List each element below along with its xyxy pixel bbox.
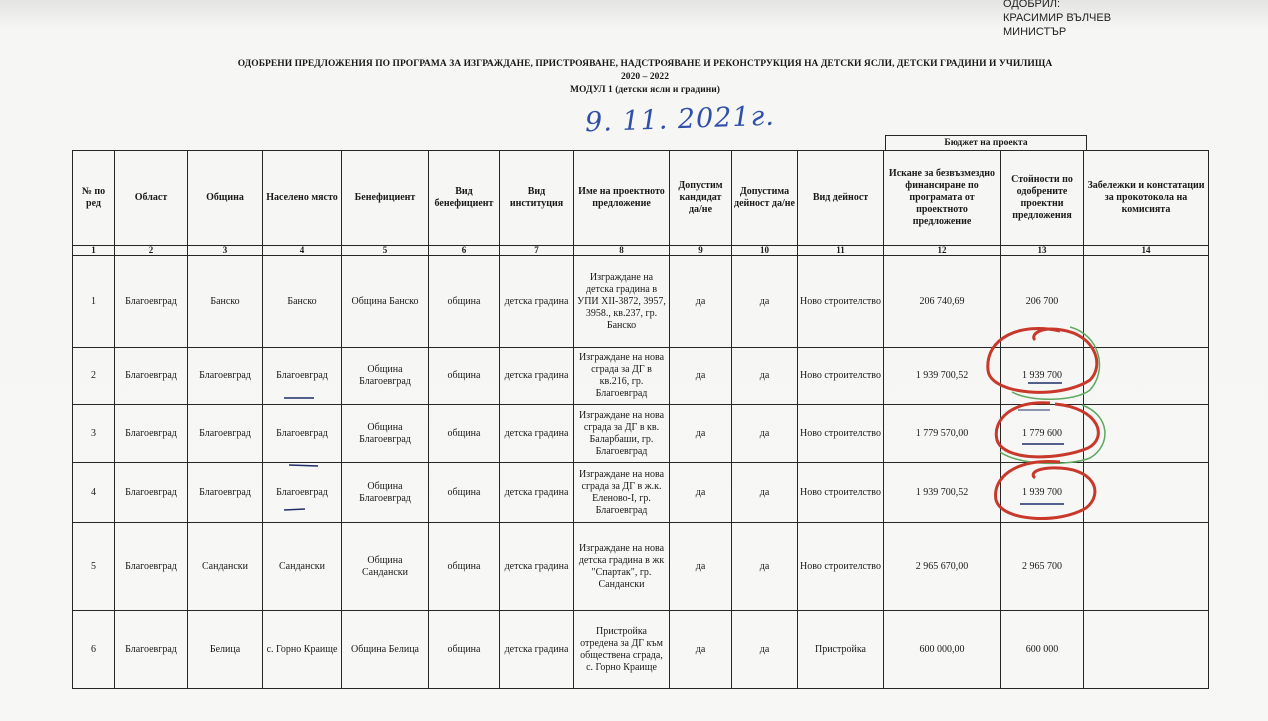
approver-position: МИНИСТЪР bbox=[1003, 26, 1067, 38]
eligible-activity-cell: да bbox=[732, 611, 798, 689]
col-number: 2 bbox=[115, 246, 188, 256]
region-cell: Благоевград bbox=[115, 405, 188, 463]
col-header: Стойности по одобрените проектни предложения bbox=[1001, 151, 1084, 246]
column-number-row bbox=[73, 246, 1209, 256]
beneficiary-type-cell: община bbox=[429, 463, 500, 523]
row-number: 3 bbox=[73, 405, 115, 463]
settlement-cell: Благоевград bbox=[263, 463, 342, 523]
col-header: № по ред bbox=[73, 151, 115, 246]
col-number: 13 bbox=[1001, 246, 1084, 256]
proposals-table bbox=[72, 150, 1209, 689]
eligible-applicant-cell: да bbox=[670, 523, 732, 611]
region-cell: Благоевград bbox=[115, 256, 188, 348]
notes-cell bbox=[1084, 463, 1209, 523]
col-number: 12 bbox=[884, 246, 1001, 256]
settlement-cell: Сандански bbox=[263, 523, 342, 611]
municipality-cell: Банско bbox=[188, 256, 263, 348]
institution-cell: детска градина bbox=[500, 256, 574, 348]
beneficiary-cell: Община Белица bbox=[342, 611, 429, 689]
activity-cell: Ново строителство bbox=[798, 523, 884, 611]
row-number: 1 bbox=[73, 256, 115, 348]
col-number: 8 bbox=[574, 246, 670, 256]
col-header: Допустим кандидат да/не bbox=[670, 151, 732, 246]
approval-label: ОДОБРИЛ: bbox=[1003, 0, 1061, 10]
table-row bbox=[73, 405, 1209, 463]
title-period: 2020 – 2022 bbox=[620, 72, 670, 82]
eligible-activity-cell: да bbox=[732, 256, 798, 348]
approved-amount-cell: 1 939 700 bbox=[1001, 348, 1084, 405]
approved-amount-cell: 1 779 600 bbox=[1001, 405, 1084, 463]
col-header: Име на проектното предложение bbox=[574, 151, 670, 246]
col-number: 6 bbox=[429, 246, 500, 256]
table-header-row bbox=[73, 151, 1209, 246]
eligible-activity-cell: да bbox=[732, 348, 798, 405]
eligible-activity-cell: да bbox=[732, 523, 798, 611]
col-number: 10 bbox=[732, 246, 798, 256]
region-cell: Благоевград bbox=[115, 348, 188, 405]
requested-amount-cell: 1 779 570,00 bbox=[884, 405, 1001, 463]
col-header: Населено място bbox=[263, 151, 342, 246]
region-cell: Благоевград bbox=[115, 523, 188, 611]
institution-cell: детска градина bbox=[500, 611, 574, 689]
col-number: 5 bbox=[342, 246, 429, 256]
col-number: 11 bbox=[798, 246, 884, 256]
col-header: Община bbox=[188, 151, 263, 246]
col-header: Вид дейност bbox=[798, 151, 884, 246]
row-number: 4 bbox=[73, 463, 115, 523]
approved-amount-cell: 206 700 bbox=[1001, 256, 1084, 348]
notes-cell bbox=[1084, 348, 1209, 405]
col-header: Вид бенефициент bbox=[429, 151, 500, 246]
row-number: 5 bbox=[73, 523, 115, 611]
approved-amount-cell: 1 939 700 bbox=[1001, 463, 1084, 523]
col-number: 14 bbox=[1084, 246, 1209, 256]
beneficiary-type-cell: община bbox=[429, 523, 500, 611]
requested-amount-cell: 600 000,00 bbox=[884, 611, 1001, 689]
col-header: Област bbox=[115, 151, 188, 246]
settlement-cell: Банско bbox=[263, 256, 342, 348]
eligible-applicant-cell: да bbox=[670, 463, 732, 523]
project-name-cell: Пристройка отредена за ДГ към обществена сграда, с. Горно Краище bbox=[574, 611, 670, 689]
col-number: 7 bbox=[500, 246, 574, 256]
settlement-cell: Благоевград bbox=[263, 405, 342, 463]
eligible-applicant-cell: да bbox=[670, 256, 732, 348]
approved-amount-cell: 2 965 700 bbox=[1001, 523, 1084, 611]
table-row bbox=[73, 348, 1209, 405]
eligible-applicant-cell: да bbox=[670, 611, 732, 689]
beneficiary-cell: Община Благоевград bbox=[342, 405, 429, 463]
eligible-applicant-cell: да bbox=[670, 405, 732, 463]
institution-cell: детска градина bbox=[500, 405, 574, 463]
col-header: Забележки и констатации за прокотокола на комисията bbox=[1084, 151, 1209, 246]
institution-cell: детска градина bbox=[500, 348, 574, 405]
project-name-cell: Изграждане на нова сграда за ДГ в кв.216, гр. Благоевград bbox=[574, 348, 670, 405]
eligible-activity-cell: да bbox=[732, 405, 798, 463]
requested-amount-cell: 1 939 700,52 bbox=[884, 348, 1001, 405]
table-row bbox=[73, 523, 1209, 611]
activity-cell: Ново строителство bbox=[798, 405, 884, 463]
activity-cell: Ново строителство bbox=[798, 463, 884, 523]
title-line-1: ОДОБРЕНИ ПРЕДЛОЖЕНИЯ ПО ПРОГРАМА ЗА ИЗГРАЖДАНЕ, ПРИСТРОЯВАНЕ, НАДСТРОЯВАНЕ И РЕКОНСТРУКЦИЯ НА ДЕТСКИ ЯСЛИ, ДЕТСКИ ГРАДИНИ И УЧИЛИЩА bbox=[237, 59, 1053, 69]
activity-cell: Ново строителство bbox=[798, 256, 884, 348]
beneficiary-type-cell: община bbox=[429, 348, 500, 405]
notes-cell bbox=[1084, 405, 1209, 463]
approved-amount-cell: 600 000 bbox=[1001, 611, 1084, 689]
municipality-cell: Благоевград bbox=[188, 405, 263, 463]
settlement-cell: Благоевград bbox=[263, 348, 342, 405]
row-number: 2 bbox=[73, 348, 115, 405]
activity-cell: Ново строителство bbox=[798, 348, 884, 405]
region-cell: Благоевград bbox=[115, 611, 188, 689]
settlement-cell: с. Горно Краище bbox=[263, 611, 342, 689]
beneficiary-cell: Община Банско bbox=[342, 256, 429, 348]
col-header: Допустима дейност да/не bbox=[732, 151, 798, 246]
handwritten-date: 9. 11. 2021г. bbox=[584, 100, 776, 139]
notes-cell bbox=[1084, 256, 1209, 348]
municipality-cell: Благоевград bbox=[188, 463, 263, 523]
project-name-cell: Изграждане на нова сграда за ДГ в кв. Баларбаши, гр. Благоевград bbox=[574, 405, 670, 463]
beneficiary-cell: Община Благоевград bbox=[342, 463, 429, 523]
col-header: Вид институция bbox=[500, 151, 574, 246]
requested-amount-cell: 206 740,69 bbox=[884, 256, 1001, 348]
col-number: 9 bbox=[670, 246, 732, 256]
table-row bbox=[73, 463, 1209, 523]
municipality-cell: Сандански bbox=[188, 523, 263, 611]
beneficiary-cell: Община Благоевград bbox=[342, 348, 429, 405]
document-title bbox=[90, 58, 1200, 97]
eligible-applicant-cell: да bbox=[670, 348, 732, 405]
project-name-cell: Изграждане на нова сграда за ДГ в ж.к. Еленово-I, гр. Благоевград bbox=[574, 463, 670, 523]
requested-amount-cell: 1 939 700,52 bbox=[884, 463, 1001, 523]
table-row bbox=[73, 256, 1209, 348]
notes-cell bbox=[1084, 523, 1209, 611]
beneficiary-type-cell: община bbox=[429, 405, 500, 463]
col-number: 4 bbox=[263, 246, 342, 256]
col-header: Искане за безвъзмездно финансиране по програмата от проектното предложение bbox=[884, 151, 1001, 246]
eligible-activity-cell: да bbox=[732, 463, 798, 523]
title-module: МОДУЛ 1 (детски ясли и градини) bbox=[569, 85, 720, 95]
table-row bbox=[73, 611, 1209, 689]
col-number: 1 bbox=[73, 246, 115, 256]
region-cell: Благоевград bbox=[115, 463, 188, 523]
approval-block bbox=[1003, 0, 1111, 39]
project-name-cell: Изграждане на нова детска градина в жк "Спартак", гр. Сандански bbox=[574, 523, 670, 611]
row-number: 6 bbox=[73, 611, 115, 689]
notes-cell bbox=[1084, 611, 1209, 689]
col-header: Бенефициент bbox=[342, 151, 429, 246]
beneficiary-type-cell: община bbox=[429, 611, 500, 689]
requested-amount-cell: 2 965 670,00 bbox=[884, 523, 1001, 611]
municipality-cell: Белица bbox=[188, 611, 263, 689]
budget-group-header: Бюджет на проекта bbox=[885, 135, 1087, 150]
project-name-cell: Изграждане на детска градина в УПИ XII-3872, 3957, 3958., кв.237, гр. Банско bbox=[574, 256, 670, 348]
municipality-cell: Благоевград bbox=[188, 348, 263, 405]
institution-cell: детска градина bbox=[500, 463, 574, 523]
beneficiary-cell: Община Сандански bbox=[342, 523, 429, 611]
approver-name: КРАСИМИР ВЪЛЧЕВ bbox=[1003, 12, 1112, 24]
institution-cell: детска градина bbox=[500, 523, 574, 611]
beneficiary-type-cell: община bbox=[429, 256, 500, 348]
col-number: 3 bbox=[188, 246, 263, 256]
activity-cell: Пристройка bbox=[798, 611, 884, 689]
